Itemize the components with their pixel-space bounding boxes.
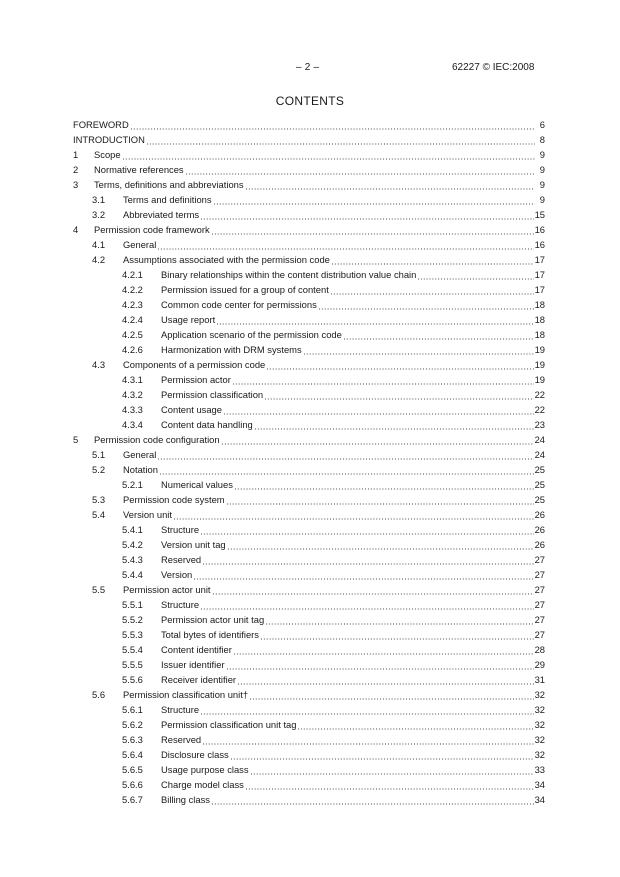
toc-entry-title: Structure: [161, 599, 200, 610]
toc-entry-page: 9: [539, 179, 545, 190]
toc-entry-number: 5.6: [92, 689, 106, 700]
toc-entry-page: 32: [534, 689, 545, 700]
toc-entry-title: Content usage: [161, 404, 222, 415]
dot-leader: [233, 644, 534, 655]
document-reference: 62227 © IEC:2008: [452, 62, 535, 73]
toc-entry-number: 3.2: [92, 209, 106, 220]
toc-entry[interactable]: [73, 162, 545, 177]
toc-entry-number: 5.4.4: [122, 569, 143, 580]
toc-entry[interactable]: [73, 222, 545, 237]
toc-entry-title: Notation: [123, 464, 158, 475]
toc-entry-number: 5.3: [92, 494, 106, 505]
toc-entry-number: 5.5.1: [122, 599, 143, 610]
toc-entry-page: 23: [534, 419, 545, 430]
toc-entry-page: 26: [534, 539, 545, 550]
toc-entry-page: 17: [534, 254, 545, 265]
toc-entry-number: 4.3.4: [122, 419, 143, 430]
toc-entry[interactable]: [73, 402, 545, 417]
toc-entry-number: 4.3.2: [122, 389, 143, 400]
dot-leader: [159, 464, 534, 475]
toc-entry-page: 6: [539, 119, 545, 130]
toc-entry-page: 26: [534, 524, 545, 535]
toc-entry[interactable]: [73, 387, 545, 402]
toc-entry-number: 5.5.2: [122, 614, 143, 625]
toc-entry-number: 5.4: [92, 509, 106, 520]
page-number: – 2 –: [296, 62, 320, 73]
dot-leader: [200, 209, 533, 220]
toc-entry-page: 19: [534, 359, 545, 370]
toc-entry-title: Binary relationships within the content distribution value chain: [161, 269, 417, 280]
dot-leader: [211, 224, 534, 235]
toc-entry-number: 5.5.4: [122, 644, 143, 655]
toc-entry-number: 4.2.1: [122, 269, 143, 280]
dot-leader: [130, 119, 535, 130]
toc-entry-page: 25: [534, 464, 545, 475]
toc-entry-number: 4.2.4: [122, 314, 143, 325]
toc-entry-title: General: [123, 239, 157, 250]
toc-entry[interactable]: [73, 327, 545, 342]
dot-leader: [185, 164, 535, 175]
toc-entry[interactable]: [73, 567, 545, 582]
toc-entry[interactable]: [73, 312, 545, 327]
toc-entry-title: Common code center for permissions: [161, 299, 317, 310]
dot-leader: [230, 749, 534, 760]
dot-leader: [157, 239, 533, 250]
dot-leader: [245, 779, 534, 790]
toc-entry-page: 22: [534, 404, 545, 415]
toc-entry-title: Permission actor: [161, 374, 231, 385]
toc-entry-title: Normative references: [94, 164, 184, 175]
toc-entry-page: 17: [534, 284, 545, 295]
toc-entry-number: 4.1: [92, 239, 106, 250]
toc-entry[interactable]: [73, 612, 545, 627]
toc-entry[interactable]: [73, 582, 545, 597]
toc-entry[interactable]: [73, 462, 545, 477]
toc-entry[interactable]: [73, 372, 545, 387]
toc-entry-title: Reserved: [161, 554, 202, 565]
dot-leader: [249, 689, 534, 700]
toc-entry-number: 5.5.6: [122, 674, 143, 685]
toc-entry[interactable]: [73, 477, 545, 492]
toc-entry-number: 3.1: [92, 194, 106, 205]
dot-leader: [343, 329, 534, 340]
toc-entry-number: 5.6.1: [122, 704, 143, 715]
toc-entry-page: 34: [534, 794, 545, 805]
toc-entry-number: 5.4.1: [122, 524, 143, 535]
toc-entry-page: 33: [534, 764, 545, 775]
toc-entry-title: Scope: [94, 149, 121, 160]
toc-entry[interactable]: [73, 192, 545, 207]
toc-entry[interactable]: [73, 672, 545, 687]
toc-entry-title: Abbreviated terms: [123, 209, 200, 220]
toc-entry-title: Permission actor unit: [123, 584, 211, 595]
toc-entry-number: 2: [73, 164, 79, 175]
toc-entry-number: 3: [73, 179, 79, 190]
dot-leader: [226, 659, 534, 670]
toc-entry-title: Permission issued for a group of content: [161, 284, 329, 295]
toc-entry-number: 5.5.5: [122, 659, 143, 670]
toc-entry-page: 29: [534, 659, 545, 670]
toc-entry-title: Version unit tag: [161, 539, 226, 550]
dot-leader: [234, 479, 534, 490]
dot-leader: [303, 344, 534, 355]
toc-entry[interactable]: [73, 777, 545, 792]
toc-entry-title: Terms and definitions: [123, 194, 212, 205]
toc-entry-title: Total bytes of identifiers: [161, 629, 259, 640]
toc-entry-page: 27: [534, 584, 545, 595]
toc-entry-number: 5.5: [92, 584, 106, 595]
toc-entry-number: 5.2: [92, 464, 106, 475]
toc-entry-title: Permission classification unit tag: [161, 719, 297, 730]
toc-entry-page: 26: [534, 509, 545, 520]
toc-entry[interactable]: [73, 492, 545, 507]
toc-entry[interactable]: [73, 417, 545, 432]
toc-entry-title: Terms, definitions and abbreviations: [94, 179, 244, 190]
toc-entry[interactable]: [73, 132, 545, 147]
toc-entry-title: Usage purpose class: [161, 764, 249, 775]
dot-leader: [200, 704, 534, 715]
toc-entry-page: 22: [534, 389, 545, 400]
toc-entry[interactable]: [73, 432, 545, 447]
toc-entry-page: 16: [534, 239, 545, 250]
toc-entry[interactable]: [73, 687, 545, 702]
toc-entry-page: 19: [534, 344, 545, 355]
toc-entry[interactable]: [73, 147, 545, 162]
toc-entry-page: 9: [539, 164, 545, 175]
toc-entry-number: 5.5.3: [122, 629, 143, 640]
toc-entry-title: Permission classification unit†: [123, 689, 249, 700]
toc-entry-page: 27: [534, 629, 545, 640]
dot-leader: [265, 614, 533, 625]
dot-leader: [223, 404, 534, 415]
dot-leader: [193, 569, 533, 580]
dot-leader: [297, 719, 533, 730]
toc-entry-page: 8: [539, 134, 545, 145]
toc-entry-number: 4.3.1: [122, 374, 143, 385]
dot-leader: [202, 554, 533, 565]
toc-entry-page: 15: [534, 209, 545, 220]
toc-entry[interactable]: [73, 747, 545, 762]
dot-leader: [211, 794, 534, 805]
toc-entry-number: 5.6.2: [122, 719, 143, 730]
toc-entry[interactable]: [73, 207, 545, 222]
toc-entry-page: 32: [534, 734, 545, 745]
toc-entry-title: Disclosure class: [161, 749, 229, 760]
dot-leader: [216, 314, 533, 325]
toc-entry-number: 4: [73, 224, 79, 235]
toc-entry-number: 5.4.2: [122, 539, 143, 550]
toc-entry-number: 5: [73, 434, 79, 445]
toc-entry-number: 4.2.3: [122, 299, 143, 310]
toc-entry[interactable]: [73, 552, 545, 567]
dot-leader: [254, 419, 534, 430]
table-of-contents: [73, 117, 545, 807]
toc-entry-number: 5.6.3: [122, 734, 143, 745]
toc-entry-title: Structure: [161, 524, 200, 535]
dot-leader: [331, 254, 534, 265]
toc-entry-title: Reserved: [161, 734, 202, 745]
toc-entry-page: 16: [534, 224, 545, 235]
toc-entry-page: 18: [534, 299, 545, 310]
toc-entry-page: 9: [539, 149, 545, 160]
dot-leader: [122, 149, 535, 160]
toc-entry-title: Permission actor unit tag: [161, 614, 265, 625]
toc-entry-title: INTRODUCTION: [73, 134, 145, 145]
toc-entry[interactable]: [73, 597, 545, 612]
toc-entry[interactable]: [73, 627, 545, 642]
toc-entry-title: Application scenario of the permission code: [161, 329, 342, 340]
toc-entry[interactable]: [73, 537, 545, 552]
toc-entry-number: 4.2.5: [122, 329, 143, 340]
dot-leader: [318, 299, 534, 310]
toc-entry-page: 27: [534, 614, 545, 625]
toc-entry-title: Version: [161, 569, 193, 580]
dot-leader: [202, 734, 533, 745]
toc-entry[interactable]: [73, 117, 545, 132]
toc-entry-page: 32: [534, 704, 545, 715]
dot-leader: [266, 359, 533, 370]
toc-entry[interactable]: [73, 297, 545, 312]
toc-entry[interactable]: [73, 447, 545, 462]
toc-entry-title: Permission code framework: [94, 224, 210, 235]
toc-entry[interactable]: [73, 267, 545, 282]
toc-entry-page: 27: [534, 599, 545, 610]
toc-entry-title: Content identifier: [161, 644, 232, 655]
toc-entry-page: 28: [534, 644, 545, 655]
toc-entry-number: 5.1: [92, 449, 106, 460]
toc-entry[interactable]: [73, 522, 545, 537]
toc-entry-number: 5.6.7: [122, 794, 143, 805]
toc-entry-number: 5.4.3: [122, 554, 143, 565]
toc-entry-number: 4.2: [92, 254, 106, 265]
toc-entry-title: Billing class: [161, 794, 210, 805]
toc-entry[interactable]: [73, 237, 545, 252]
toc-entry-title: FOREWORD: [73, 119, 129, 130]
dot-leader: [200, 524, 534, 535]
toc-entry-page: 18: [534, 314, 545, 325]
toc-entry-page: 18: [534, 329, 545, 340]
toc-entry-number: 4.3: [92, 359, 106, 370]
dot-leader: [157, 449, 533, 460]
toc-entry-number: 5.6.5: [122, 764, 143, 775]
toc-entry-page: 9: [539, 194, 545, 205]
toc-entry-title: Permission code configuration: [94, 434, 220, 445]
toc-entry[interactable]: [73, 732, 545, 747]
toc-entry-title: Structure: [161, 704, 200, 715]
toc-entry-title: Harmonization with DRM systems: [161, 344, 302, 355]
toc-entry-title: Receiver identifier: [161, 674, 237, 685]
toc-entry[interactable]: [73, 252, 545, 267]
toc-entry-title: Charge model class: [161, 779, 244, 790]
toc-entry-page: 34: [534, 779, 545, 790]
toc-entry-title: Permission classification: [161, 389, 264, 400]
dot-leader: [213, 194, 535, 205]
dot-leader: [260, 629, 534, 640]
toc-entry[interactable]: [73, 507, 545, 522]
dot-leader: [212, 584, 534, 595]
toc-entry-title: Issuer identifier: [161, 659, 225, 670]
toc-entry-page: 32: [534, 749, 545, 760]
toc-entry-title: Usage report: [161, 314, 216, 325]
toc-entry-page: 25: [534, 479, 545, 490]
contents-title: CONTENTS: [275, 94, 345, 108]
dot-leader: [330, 284, 534, 295]
dot-leader: [245, 179, 535, 190]
toc-entry-page: 32: [534, 719, 545, 730]
toc-entry-number: 5.6.6: [122, 779, 143, 790]
toc-entry-title: Content data handling: [161, 419, 253, 430]
toc-entry-title: Numerical values: [161, 479, 233, 490]
toc-entry-title: Version unit: [123, 509, 172, 520]
toc-entry-page: 27: [534, 554, 545, 565]
toc-entry[interactable]: [73, 792, 545, 807]
dot-leader: [146, 134, 535, 145]
toc-entry-title: Components of a permission code: [123, 359, 266, 370]
toc-entry[interactable]: [73, 177, 545, 192]
toc-entry[interactable]: [73, 702, 545, 717]
toc-entry-number: 5.2.1: [122, 479, 143, 490]
toc-entry-number: 4.3.3: [122, 404, 143, 415]
dot-leader: [264, 389, 533, 400]
toc-entry[interactable]: [73, 342, 545, 357]
dot-leader: [417, 269, 533, 280]
toc-entry[interactable]: [73, 657, 545, 672]
toc-entry[interactable]: [73, 762, 545, 777]
dot-leader: [232, 374, 534, 385]
toc-entry-title: Assumptions associated with the permission code: [123, 254, 330, 265]
toc-entry[interactable]: [73, 282, 545, 297]
toc-entry-page: 25: [534, 494, 545, 505]
toc-entry-page: 19: [534, 374, 545, 385]
toc-entry-number: 4.2.2: [122, 284, 143, 295]
toc-entry-number: 5.6.4: [122, 749, 143, 760]
toc-entry[interactable]: [73, 717, 545, 732]
toc-entry-page: 31: [534, 674, 545, 685]
dot-leader: [221, 434, 534, 445]
toc-entry[interactable]: [73, 642, 545, 657]
dot-leader: [226, 494, 534, 505]
dot-leader: [200, 599, 534, 610]
toc-entry-number: 1: [73, 149, 79, 160]
dot-leader: [237, 674, 534, 685]
dot-leader: [250, 764, 534, 775]
toc-entry-page: 17: [534, 269, 545, 280]
toc-entry-page: 24: [534, 449, 545, 460]
toc-entry-number: 4.2.6: [122, 344, 143, 355]
toc-entry-page: 24: [534, 434, 545, 445]
toc-entry-page: 27: [534, 569, 545, 580]
toc-entry-title: Permission code system: [123, 494, 225, 505]
dot-leader: [227, 539, 534, 550]
toc-entry[interactable]: [73, 357, 545, 372]
dot-leader: [173, 509, 534, 520]
toc-entry-title: General: [123, 449, 157, 460]
